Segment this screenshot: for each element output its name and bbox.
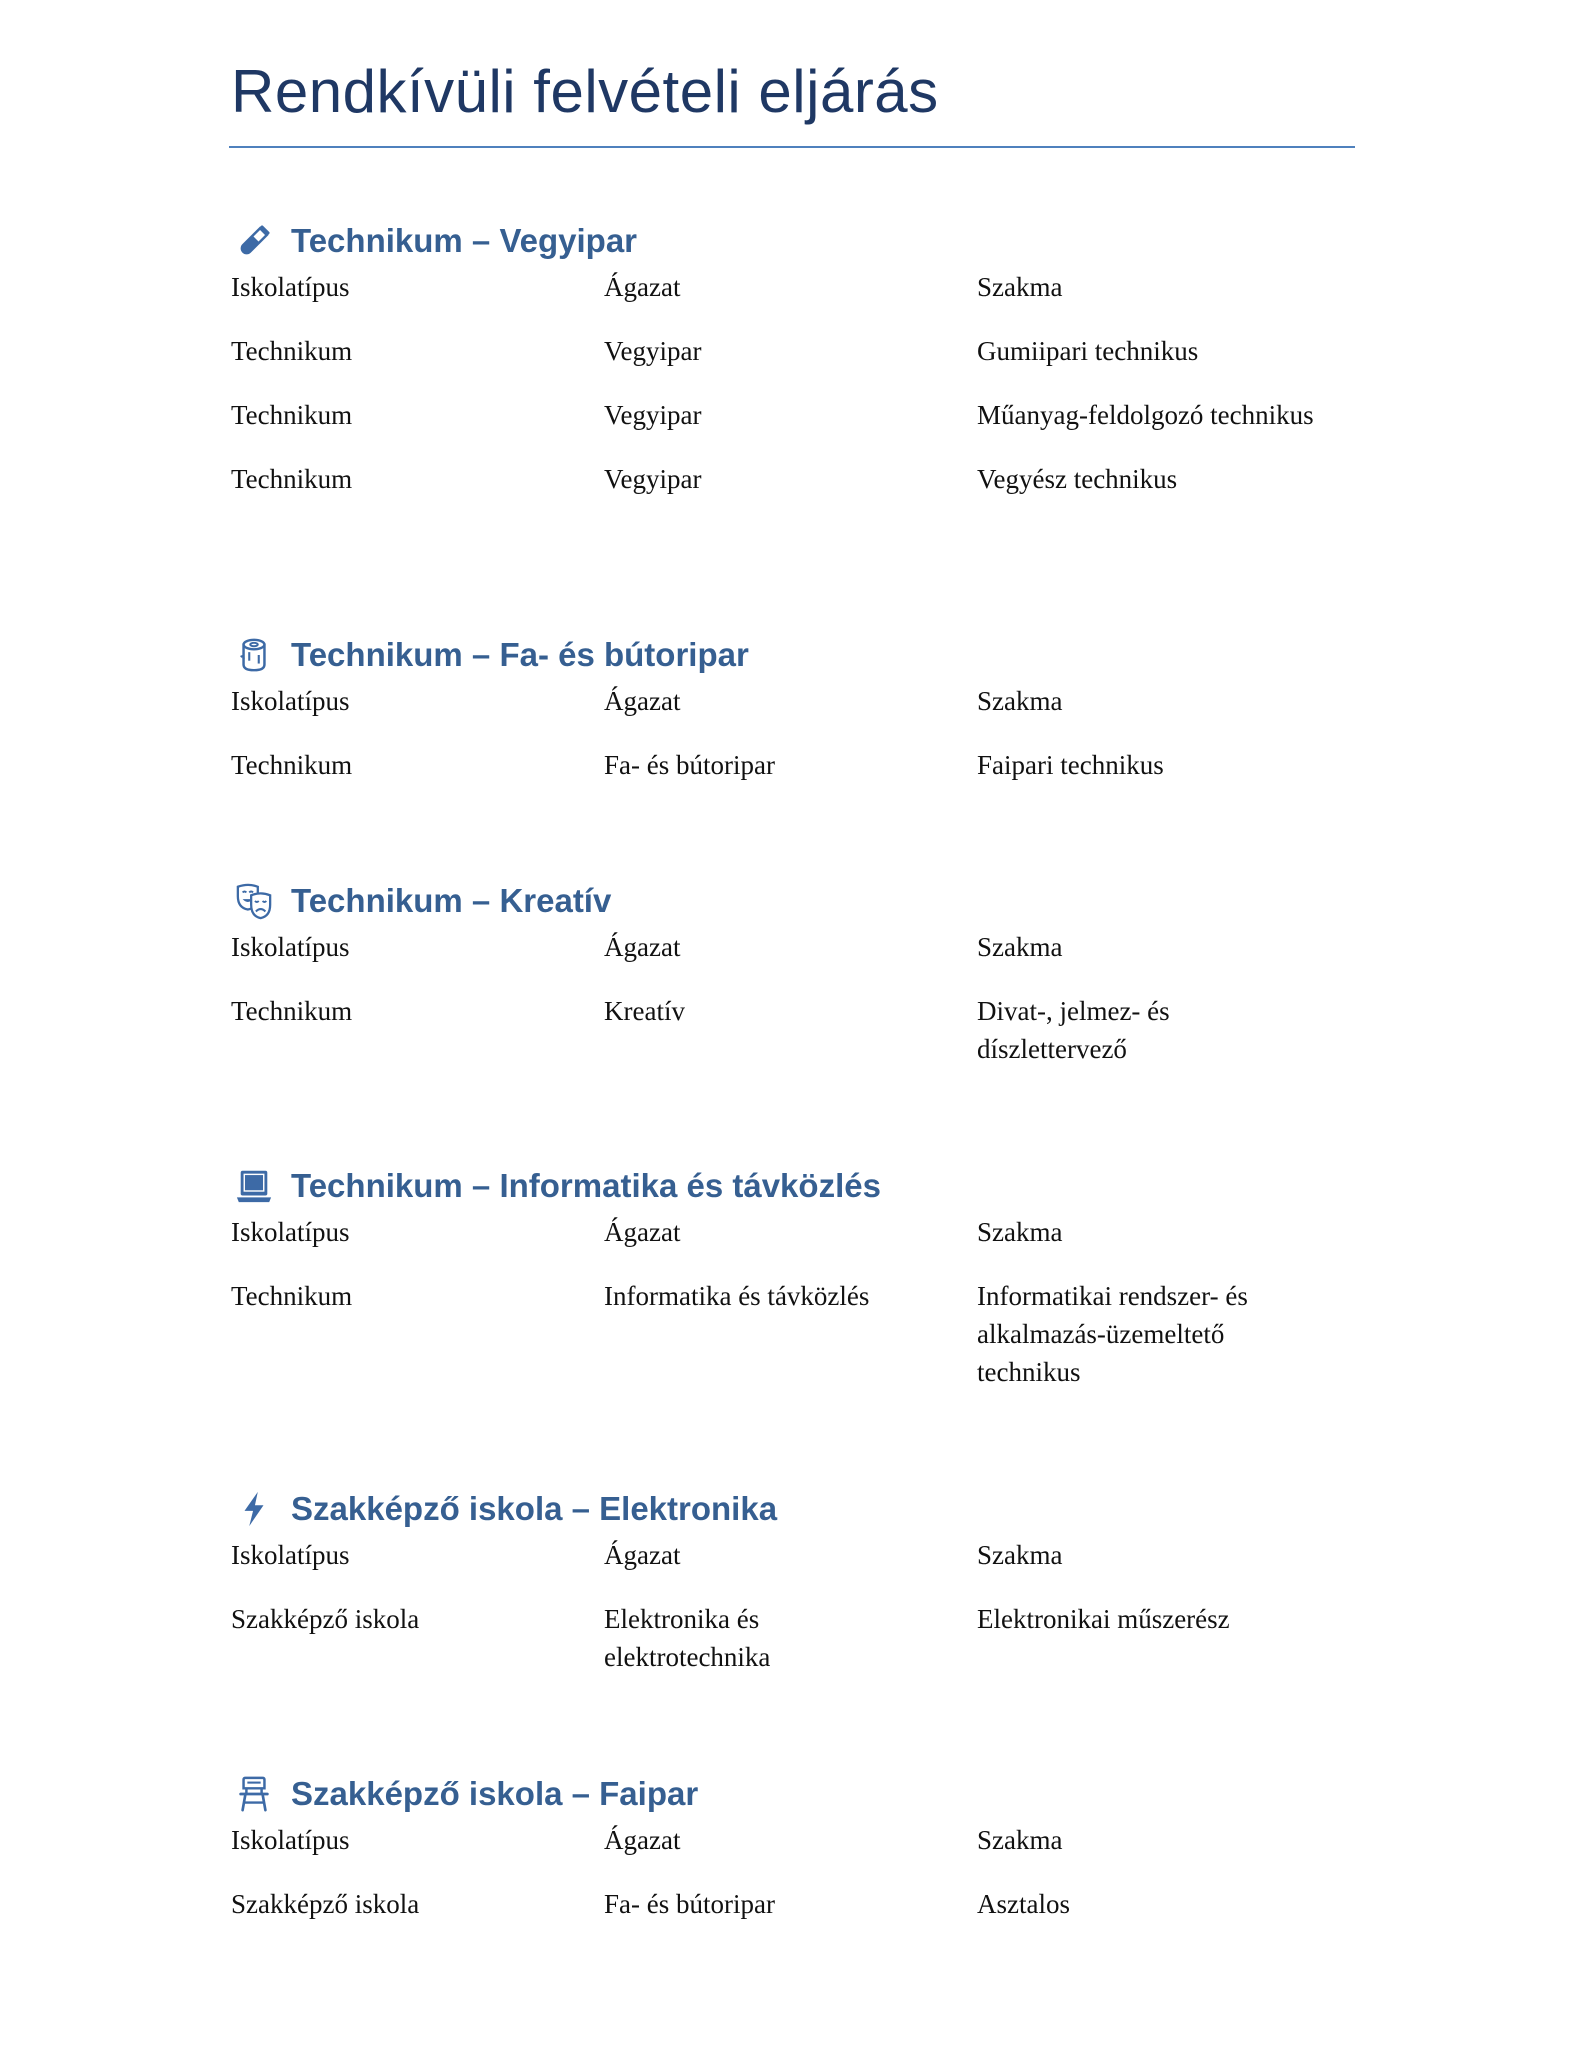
- cell-sector: Vegyipar: [604, 464, 702, 494]
- cell-sector: Fa- és bútoripar: [604, 750, 775, 780]
- lightning-bolt-icon: [235, 1490, 273, 1528]
- cell-type: Szakképző iskola: [231, 1889, 420, 1919]
- section-title: Technikum – Fa- és bútoripar: [291, 636, 749, 673]
- table-row: [231, 1600, 1355, 1702]
- section-title: Technikum – Vegyipar: [291, 222, 638, 259]
- section-kreativ: [231, 874, 1355, 1094]
- section-heading: [231, 1159, 1355, 1213]
- column-header-profession: Szakma: [977, 1217, 1063, 1247]
- column-header-type: Iskolatípus: [231, 1217, 350, 1247]
- column-header-sector: Ágazat: [604, 686, 681, 716]
- title-divider: [229, 146, 1355, 148]
- page-title: Rendkívüli felvételi eljárás: [231, 58, 939, 125]
- cell-sector: Kreatív: [604, 996, 685, 1026]
- column-header-type: Iskolatípus: [231, 686, 350, 716]
- column-header-profession: Szakma: [977, 686, 1063, 716]
- table-row: [231, 332, 1355, 396]
- table-header-row: [231, 1536, 1355, 1600]
- table-header-row: [231, 928, 1355, 992]
- cell-type: Technikum: [231, 336, 353, 366]
- cell-profession: Elektronikai műszerész: [977, 1604, 1230, 1634]
- section-heading: [231, 874, 1355, 928]
- cell-profession: Vegyész technikus: [977, 464, 1178, 494]
- cell-type: Technikum: [231, 464, 353, 494]
- cell-type: Technikum: [231, 750, 353, 780]
- section-title: Technikum – Kreatív: [291, 882, 612, 919]
- table-row: [231, 396, 1355, 460]
- cell-sector: Fa- és bútoripar: [604, 1889, 775, 1919]
- profession-table: [231, 1536, 1355, 1702]
- table-header-row: [231, 268, 1355, 332]
- column-header-sector: Ágazat: [604, 272, 681, 302]
- chair-icon: [235, 1775, 273, 1813]
- column-header-profession: Szakma: [977, 272, 1063, 302]
- cell-profession: Informatikai rendszer- és alkalmazás-üzemeltető technikus: [977, 1281, 1248, 1387]
- cell-profession: Faipari technikus: [977, 750, 1164, 780]
- column-header-profession: Szakma: [977, 1540, 1063, 1570]
- section-heading: [231, 1767, 1355, 1821]
- section-informatika: [231, 1159, 1355, 1417]
- wood-log-icon: [235, 636, 273, 674]
- cell-profession: Asztalos: [977, 1889, 1070, 1919]
- section-vegyipar: [231, 214, 1355, 524]
- column-header-profession: Szakma: [977, 932, 1063, 962]
- column-header-sector: Ágazat: [604, 1825, 681, 1855]
- section-faipar: [231, 1767, 1355, 1949]
- profession-table: [231, 928, 1355, 1094]
- column-header-type: Iskolatípus: [231, 1825, 350, 1855]
- table-row: [231, 746, 1355, 810]
- cell-sector: Vegyipar: [604, 336, 702, 366]
- section-elektronika: [231, 1482, 1355, 1702]
- column-header-type: Iskolatípus: [231, 932, 350, 962]
- section-fa-es-butoripar: [231, 628, 1355, 810]
- test-tube-icon: [235, 222, 273, 260]
- section-heading: [231, 214, 1355, 268]
- column-header-sector: Ágazat: [604, 1540, 681, 1570]
- cell-type: Technikum: [231, 400, 353, 430]
- column-header-type: Iskolatípus: [231, 1540, 350, 1570]
- section-heading: [231, 1482, 1355, 1536]
- column-header-type: Iskolatípus: [231, 272, 350, 302]
- section-title: Szakképző iskola – Elektronika: [291, 1490, 778, 1527]
- theater-masks-icon: [235, 882, 273, 920]
- column-header-sector: Ágazat: [604, 1217, 681, 1247]
- profession-table: [231, 268, 1355, 524]
- table-row: [231, 992, 1355, 1094]
- cell-type: Szakképző iskola: [231, 1604, 420, 1634]
- cell-sector: Elektronika és elektrotechnika: [604, 1604, 771, 1672]
- cell-sector: Vegyipar: [604, 400, 702, 430]
- profession-table: [231, 1821, 1355, 1949]
- profession-table: [231, 682, 1355, 810]
- cell-sector: Informatika és távközlés: [604, 1281, 870, 1311]
- table-row: [231, 1885, 1355, 1949]
- table-header-row: [231, 682, 1355, 746]
- profession-table: [231, 1213, 1355, 1417]
- table-header-row: [231, 1821, 1355, 1885]
- cell-type: Technikum: [231, 996, 353, 1026]
- section-heading: [231, 628, 1355, 682]
- table-row: [231, 460, 1355, 524]
- column-header-sector: Ágazat: [604, 932, 681, 962]
- laptop-icon: [235, 1167, 273, 1205]
- table-header-row: [231, 1213, 1355, 1277]
- cell-profession: Műanyag-feldolgozó technikus: [977, 400, 1314, 430]
- cell-profession: Divat-, jelmez- és díszlettervező: [977, 996, 1170, 1064]
- cell-type: Technikum: [231, 1281, 353, 1311]
- column-header-profession: Szakma: [977, 1825, 1063, 1855]
- table-row: [231, 1277, 1355, 1417]
- cell-profession: Gumiipari technikus: [977, 336, 1199, 366]
- section-title: Szakképző iskola – Faipar: [291, 1775, 699, 1812]
- section-title: Technikum – Informatika és távközlés: [291, 1167, 881, 1204]
